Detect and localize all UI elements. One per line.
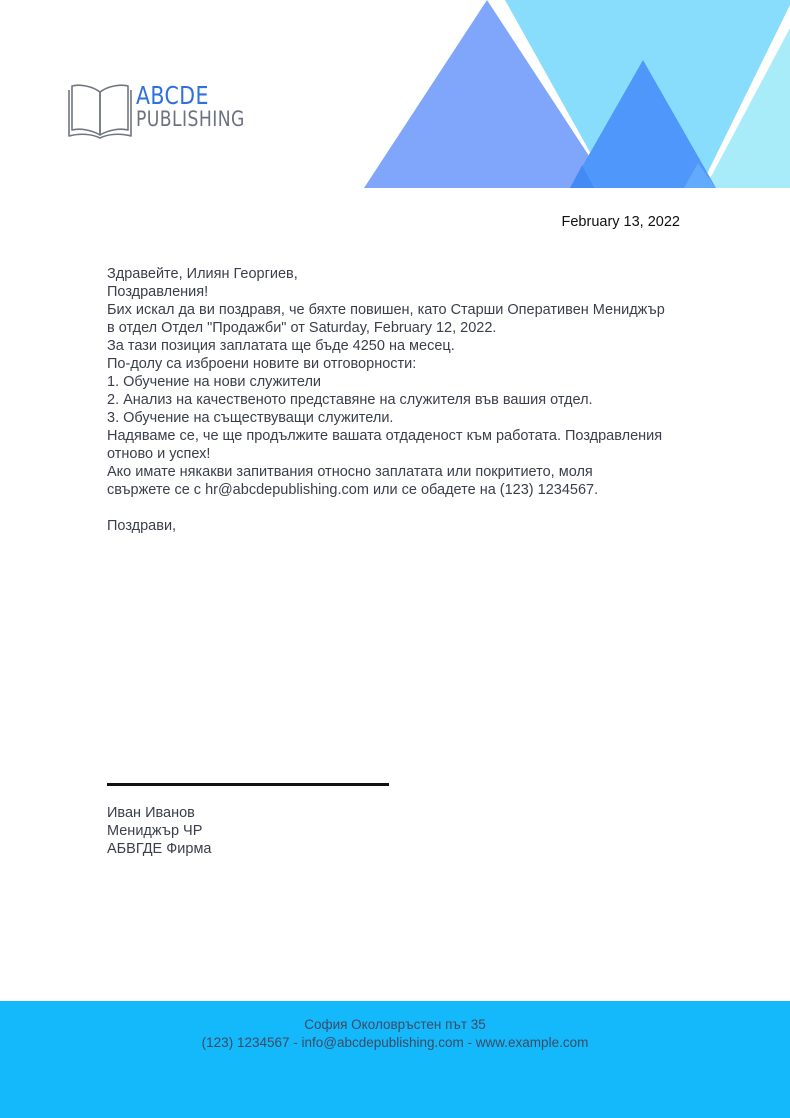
body-line: Ако имате някакви запитвания относно заплатата или покритието, моля bbox=[107, 464, 593, 480]
signature-line bbox=[107, 783, 389, 786]
body-line: в отдел Отдел "Продажби" от Saturday, February 12, 2022. bbox=[107, 320, 497, 336]
letter-body bbox=[107, 265, 697, 499]
body-line: 1. Обучение на нови служители bbox=[107, 374, 322, 390]
body-line: По-долу са изброени новите ви отговорности: bbox=[107, 356, 417, 372]
signer-company: АБВГДЕ Фирма bbox=[107, 841, 212, 857]
signer-title: Мениджър ЧР bbox=[107, 823, 203, 839]
company-logo bbox=[68, 80, 258, 140]
footer-address: София Околовръстен път 35 bbox=[304, 1017, 486, 1032]
letter-date: February 13, 2022 bbox=[561, 214, 680, 230]
body-line: Бих искал да ви поздравя, че бяхте повишен, като Старши Оперативен Мениджър bbox=[107, 302, 665, 318]
body-line: За тази позиция заплатата ще бъде 4250 на месец. bbox=[107, 338, 455, 354]
logo-line-2: PUBLISHING bbox=[136, 107, 245, 131]
body-line: свържете се с hr@abcdepublishing.com или се обадете на (123) 1234567. bbox=[107, 482, 599, 498]
letter-closing: Поздрави, bbox=[107, 518, 177, 534]
body-line: 3. Обучение на съществуващи служители. bbox=[107, 410, 394, 426]
open-book-icon bbox=[68, 80, 132, 140]
logo-wordmark bbox=[136, 83, 269, 130]
signer-name: Иван Иванов bbox=[107, 805, 195, 821]
signature-block bbox=[107, 804, 211, 858]
footer-bar bbox=[0, 1001, 790, 1118]
body-line: Надяваме се, че ще продължите вашата отдаденост към работата. Поздравления bbox=[107, 428, 663, 444]
logo-line-1: ABCDE bbox=[136, 81, 209, 110]
body-line: Здравейте, Илиян Георгиев, bbox=[107, 266, 298, 282]
footer-contact: (123) 1234567 - info@abcdepublishing.com - www.example.com bbox=[201, 1035, 589, 1050]
body-line: отново и успех! bbox=[107, 446, 211, 462]
body-line: Поздравления! bbox=[107, 284, 209, 300]
body-line: 2. Анализ на качественото представяне на служителя във вашия отдел. bbox=[107, 392, 593, 408]
